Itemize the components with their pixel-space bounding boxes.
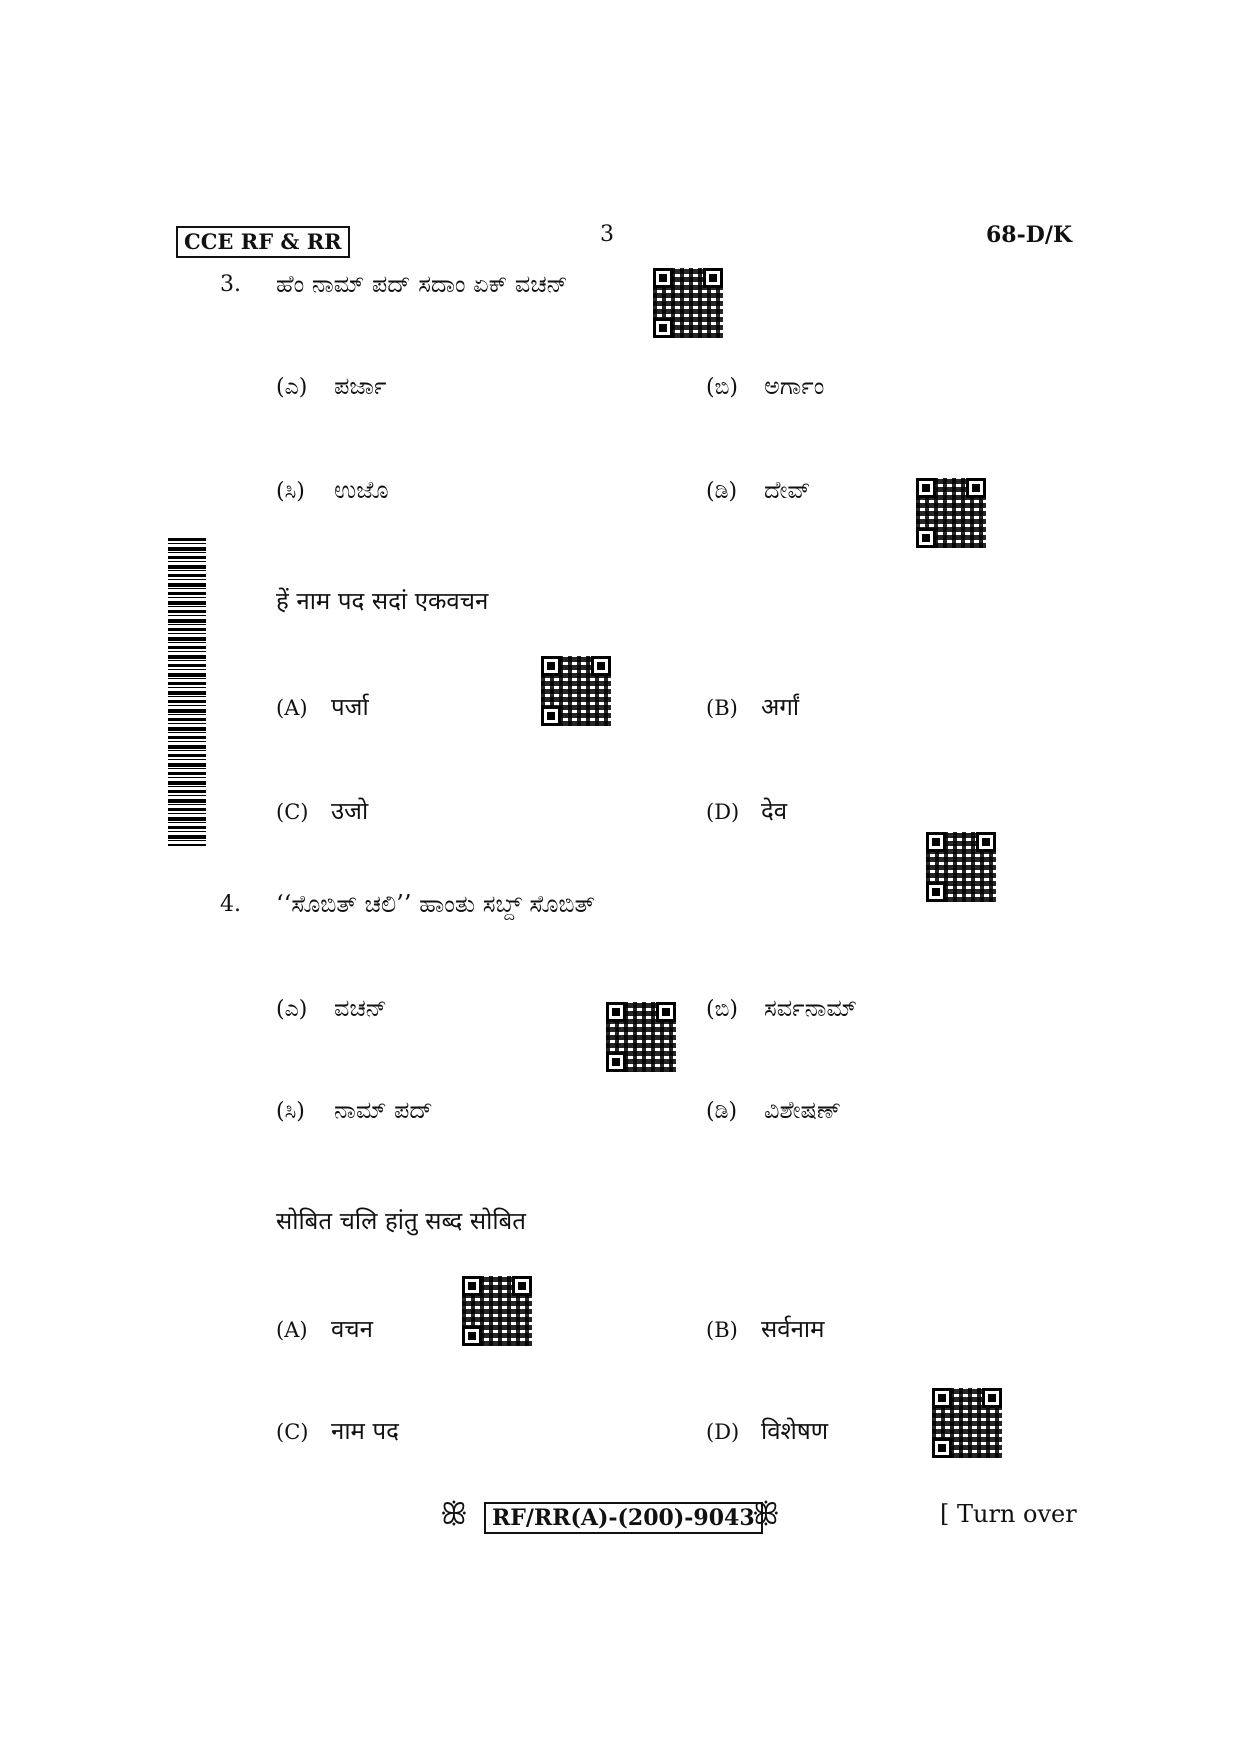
option-d-devanagari: (D) विशेषण [706,1417,829,1445]
flower-ornament-icon: ꕥ [752,1497,780,1532]
question-number: 3. [220,272,241,297]
option-a-devanagari: (A) पर्जा [276,693,369,721]
qr-code-icon [926,832,996,902]
footer-code-box: RF/RR(A)-(200)-9043 [484,1502,763,1534]
header-code-box: CCE RF & RR [176,226,350,258]
option-d-kannada: (ಡಿ) ವಿಶೇಷಣ್ [706,1096,842,1124]
option-d-kannada: (ಡಿ) ದೇವ್ [706,476,811,504]
option-a-devanagari: (A) वचन [276,1315,373,1343]
option-b-devanagari: (B) अर्गां [706,693,800,721]
page-number: 3 [600,222,614,247]
qr-code-icon [541,656,611,726]
qr-code-icon [916,478,986,548]
option-d-devanagari: (D) देव [706,797,788,825]
option-c-kannada: (ಸಿ) ನಾಮ್ ಪದ್ [276,1096,433,1124]
option-c-devanagari: (C) उजो [276,797,369,825]
question-text-devanagari: सोबित चलि हांतु सब्द सोबित [276,1207,526,1235]
question-text-kannada: ಹೆಂ ನಾಮ್ ಪದ್ ಸದಾಂ ಏಕ್ ವಚನ್ [276,270,568,298]
option-b-kannada: (ಬಿ) ಅರ್ಗಾಂ [706,372,825,400]
option-c-devanagari: (C) नाम पद [276,1417,399,1445]
qr-code-icon [462,1276,532,1346]
option-b-devanagari: (B) सर्वनाम [706,1315,825,1343]
flower-ornament-icon: ꕥ [440,1497,468,1532]
question-text-devanagari: हें नाम पद सदां एकवचन [276,587,489,615]
question-text-kannada: ‘‘ಸೊಬಿತ್ ಚಲಿ’’ ಹಾಂತು ಸಬ್ದ್ ಸೊಬಿತ್ [276,890,596,918]
option-b-kannada: (ಬಿ) ಸರ್ವನಾಮ್ [706,994,857,1022]
qr-code-icon [932,1388,1002,1458]
option-a-kannada: (ಎ) ವಚನ್ [276,994,387,1022]
paper-code: 68-D/K [986,222,1072,248]
barcode-icon [168,538,206,846]
option-c-kannada: (ಸಿ) ಉಜೊ [276,476,389,504]
option-a-kannada: (ಎ) ಪರ್ಜಾ [276,372,387,400]
qr-code-icon [653,268,723,338]
question-number: 4. [220,892,241,917]
turn-over-note: [ Turn over [940,1500,1077,1528]
qr-code-icon [606,1002,676,1072]
